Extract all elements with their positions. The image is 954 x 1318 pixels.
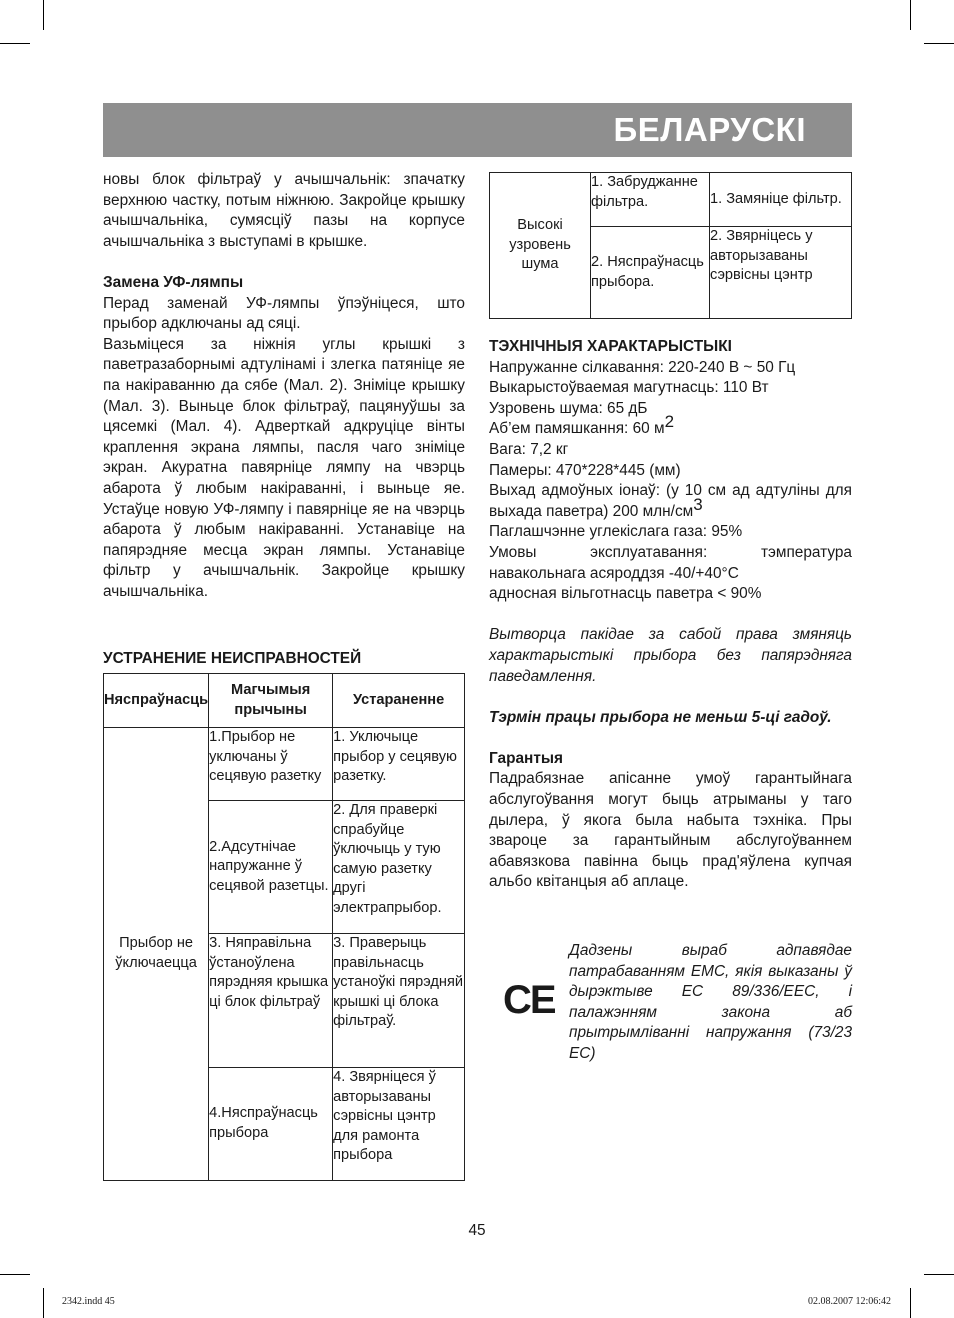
table-header-fix: Устараненне <box>333 674 465 728</box>
ce-mark-icon: CE <box>503 978 555 1022</box>
spec-power: Выкарыстоўваемая магутнасць: 110 Вт <box>489 379 769 397</box>
cause-cell: 2.Адсутнічае напружанне ў сецявой разетцы. <box>209 801 333 934</box>
fix-cell: 4. Звярніцеся ў авторызаваны сэрвісны цэнтр для рамонта прыбора <box>333 1068 465 1181</box>
crop-mark <box>0 1274 30 1275</box>
left-column <box>103 170 465 602</box>
language-title: БЕЛАРУСКІ <box>613 111 806 148</box>
troubleshooting-title: УСТРАНЕНИЕ НЕИСПРАВНОСТЕЙ <box>103 650 362 667</box>
footer-file: 2342.indd 45 <box>62 1296 115 1307</box>
lifetime-note: Тэрмін працы прыбора не меньш 5-ці гадоў. <box>489 708 832 726</box>
crop-mark <box>43 1288 44 1318</box>
rights-note: Вытворца пакідае за сабой права змяняць характарыстыкі прыбора без папярэдняга паведамлення. <box>489 626 852 685</box>
problem-cell: Прыбор не ўключаецца <box>104 728 209 1181</box>
uv-lamp-paragraph-2: Вазьміцеся за ніжнія углы крышкі з паветразаборнымі адтулінамі і злегка патяніце яе па накіраванню да сябе (Мал. 2). Зніміце крышку (Мал. 3). Выньце блок фільтраў, пацянуўшы за цясемкі (Мал. 4). Адверткай адкруціце вінты краплення экрана лямпы, пасля чаго зніміце экран. Акуратна павярніце лямпу на чвэрць абарота ў любым накіраванні, і выньце яе. Устаўце новую УФ-лямпу і павярніце яе на чвэрць абарота ў любым накіраванні. Устанавіце на папярэдняе месца экран лямпы. Устанавіце фільтр у ачышчальнік. Закройце крышку ачышчальніка. <box>103 335 465 600</box>
cause-cell: 2. Няспраўнасць прыбора. <box>591 227 710 319</box>
spec-voltage: Напружанне сілкавання: 220-240 В ~ 50 Гц <box>489 358 796 376</box>
fix-cell: 3. Праверыць правільнасць устаноўкі пярэдняй крышкі ці блока фільтраў. <box>333 934 465 1068</box>
intro-paragraph: новы блок фільтраў у ачышчальнік: зпачатку верхнюю частку, потым ніжнюю. Закройце крышку ачышчальніка, сумясціў пазы на корпусе ачышчальніка з выступамі в крышке. <box>103 171 465 250</box>
fix-cell: 2. Для праверкі спрабуйце ўключыць у тую самую разетку другі электрапрыбор. <box>333 801 465 934</box>
uv-lamp-heading: Замена УФ-лямпы <box>103 273 244 291</box>
fix-cell: 2. Звярніцесь у авторызаваны сэрвісны цэнтр <box>710 227 852 319</box>
spec-ions-sup: 3 <box>693 494 703 514</box>
footer-date: 02.08.2007 12:06:42 <box>807 1296 891 1307</box>
spec-room-text: Аб’ем памяшкання: 60 м <box>489 420 665 438</box>
fix-cell: 1. Уключыце прыбор у сецявую разетку. <box>333 728 465 801</box>
troubleshooting-table <box>103 673 465 1181</box>
spec-room <box>489 412 852 440</box>
table-header-problem: Няспраўнасць <box>104 674 209 728</box>
cause-cell: 4.Няспраўнасць прыбора <box>209 1068 333 1181</box>
spec-weight: Вага: 7,2 кг <box>489 440 569 458</box>
warranty-heading: Гарантыя <box>489 749 563 767</box>
language-header-bar <box>103 103 852 157</box>
table-header-causes: Магчымыя прычыны <box>209 674 333 728</box>
spec-noise: Узровень шума: 65 дБ <box>489 399 648 417</box>
crop-mark <box>910 0 911 30</box>
page-number: 45 <box>468 1222 486 1239</box>
cause-cell: 1. Забруджанне фільтра. <box>591 173 710 227</box>
cause-cell: 1.Прыбор не уключаны ў сецявую разетку <box>209 728 333 801</box>
spec-absorption: Паглашчэнне углекіслага газа: 95% <box>489 523 743 541</box>
crop-mark <box>924 43 954 44</box>
spec-humidity: адносная вільготнасць паветра < 90% <box>489 585 762 603</box>
right-column <box>489 337 852 893</box>
warranty-text: Падрабязнае апісанне умоў гарантыйнага абслугоўвання могут быць атрыманы у таго дылера, ў якога была набыта тэхніка. Пры звароце за гарантыйным абслугоўваннем абавязкова павінна быць прад'яўлена купчая альбо квітанцыя аб аплаце. <box>489 770 852 891</box>
noise-table <box>489 172 852 319</box>
crop-mark <box>924 1274 954 1275</box>
spec-ions: Выхад адмоўных іонаў: (у 10 см ад адтуліны для выхада паветра) 200 млн/см <box>489 482 852 520</box>
crop-mark <box>43 0 44 30</box>
cause-cell: 3. Няправільна ўстаноўлена пярэдняя крышка ці блок фільтраў <box>209 934 333 1068</box>
ce-compliance-text: Дадзены выраб адпавядае патрабаванням ЕМС, якія выказаны ў дырэктыве ЕС 89/336/ЕЕС, і палажэнням закона аб прытрымліванні напружання (73/23 ЕС) <box>569 942 852 1062</box>
uv-lamp-paragraph-1: Перад заменай УФ-лямпы ўпэўніцеся, што прыбор адключаны ад сяці. <box>103 294 465 333</box>
crop-mark <box>0 43 30 44</box>
crop-mark <box>910 1288 911 1318</box>
spec-conditions: Умовы эксплуатавання: тэмпература навакольнага асяроддзя -40/+40°С <box>489 543 852 582</box>
spec-dimensions: Памеры: 470*228*445 (мм) <box>489 461 681 479</box>
fix-cell: 1. Замяніце фільтр. <box>710 173 852 227</box>
specs-title: ТЭХНІЧНЫЯ ХАРАКТАРЫСТЫКІ <box>489 338 732 355</box>
noise-problem-cell: Высокі узровень шума <box>490 173 591 319</box>
spec-room-sup: 2 <box>664 412 675 432</box>
